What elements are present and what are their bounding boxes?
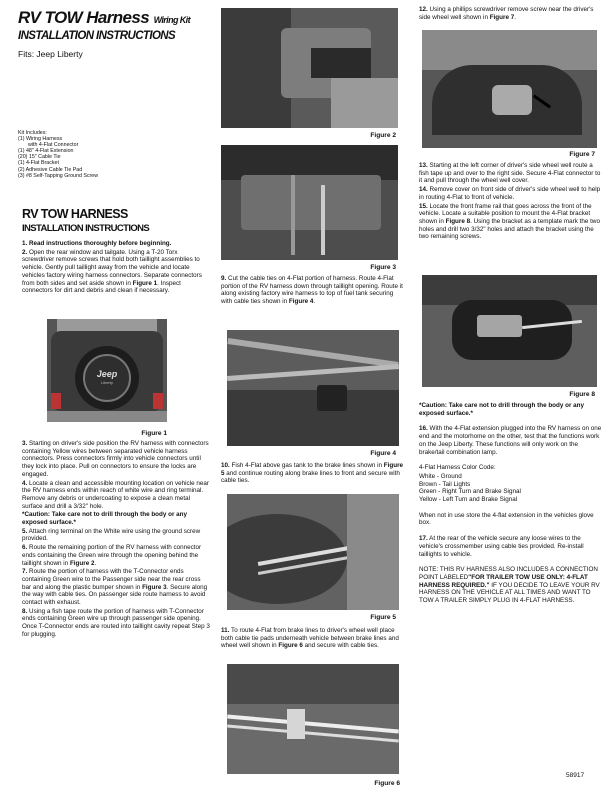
column-1-top [22,240,211,296]
figure-5-caption: Figure 5 [370,614,396,621]
step-3: 3. Starting on driver's side position the RV harness with connectors containing Yellow wires between separated vehicle harness connectors. Press connectors firmly into vehicle connectors until they lock into place. Pull on connectors to ensure the locks are engaged. [22,440,209,478]
figure-3-image [221,145,398,260]
figure-2-image [221,8,398,128]
color-code-item: Yellow - Left Turn and Brake Signal [419,496,518,504]
step-16: 16. With the 4-Flat extension plugged into the RV harness on one end and the motorhome on the other, test that the functions work on the Jeep Liberty. These functions will only work on the brake/tail combination lamp. [419,425,602,456]
brand-sub: Wiring Kit [153,15,190,25]
step-17: 17. At the rear of the vehicle secure any loose wires to the vehicle's crossmember using cable ties provided. Re-install taillights to vehicle. [419,535,584,558]
step-2: 2. Open the rear window and tailgate. Using a T-20 Torx screwdriver remove screws that hold both taillight assemblies to vehicle. Gently pull taillight away from the vehicle and locate vehicles factory wiring harness connectors. Separate connectors from both sides and set aside shown in Figure 1. Inspect connectors for dirt and debris and clean if necessary. [22,248,202,295]
figure-1-caption: Figure 1 [141,430,167,437]
step-13: 13. Starting at the left corner of driver's side wheel well route a fish tape up and over to the right side. Secure 4-Flat connector to it and pull through the wheel well cover. [419,162,601,185]
step-4: 4. Locate a clean and accessible mounting location on vehicle near the RV harness ends within reach of white wire and ring terminal. Remove any debris or undercoating to expose a clean metal surface and drill a 3/32" hole. [22,479,209,510]
color-code-item: Brown - Tail Lights [419,480,471,488]
brand-name: RV TOW Harness [18,8,150,27]
section-subtitle: INSTALLATION INSTRUCTIONS [22,223,150,234]
color-code-title: 4-Flat Harness Color Code: [419,464,496,472]
column-1-bottom [22,440,211,640]
figure-6-caption: Figure 6 [374,780,400,787]
step-6: 6. Route the remaining portion of the RV harness with connector ends containing the Green wire through the opening behind the taillight shown in Figure 2. [22,544,202,567]
jeep-badge-sub: Liberty [100,380,113,385]
step-7: 7. Route the portion of harness with the T-Connector ends containing Green wire to the Passenger side near the rear cross bar and along the plastic bumper shown in Figure 3. Secure along the way with cable ties. On passenger side route harness to avoid contact with exhaust. [22,568,208,607]
step-8: 8. Using a fish tape route the portion of harness with T-Connector ends containing Green wire up through passenger side opening. Once T-Connector ends are routed into taillight cavity repeat Step 3 for plugging. [22,607,210,638]
section-title: RV TOW HARNESS [22,207,128,221]
color-code-item: Green - Right Turn and Brake Signal [419,488,521,496]
kit-item: with 4-Flat Connector [28,142,79,149]
kit-heading: Kit Includes: [18,130,47,136]
kit-item: (1) 48" 4-Flat Extension [18,148,74,155]
figure-5-image [227,494,399,610]
harness-note: NOTE: THIS RV HARNESS ALSO INCLUDES A CONNECTION POINT LABELED"FOR TRAILER TOW USE ONLY: 4-FLAT HARNESS REQUIRED." IF YOU DECIDE TO LEAVE YOUR RV HARNESS ON THE VEHICLE AT ALL TIMES AND WANT TO TOW A TRAILER SIMPLY PLUG IN 4-FLAT HARNESS. [419,566,600,605]
step-11: 11. To route 4-Flat from brake lines to driver's wheel well place both cable tie pads underneath vehicle between brake lines and wheel well shown in Figure 6 and secure with cable ties. [221,627,399,650]
caution-2: *Caution: Take care not to drill through the body or any exposed surface.* [419,402,585,417]
kit-item: (20) 15" Cable Tie [18,154,61,161]
kit-item: (1) Wiring Harness [18,136,63,143]
figure-7-image [422,30,597,148]
step-5: 5. Attach ring terminal on the White wire using the ground screw provided. [22,527,201,543]
step-9: 9. Cut the cable ties on 4-Flat portion of harness. Route 4-Flat portion of the RV harness down through taillight opening. Route it along existing factory wire harness to top of fuel tank securing with cable ties shown in Figure 4. [221,275,403,306]
column-3-bottom [419,402,604,606]
figure-3-caption: Figure 3 [370,264,396,271]
figure-8-caption: Figure 8 [569,391,595,398]
color-code-item: White - Ground [419,472,462,480]
step-15: 15. Locate the front frame rail that goes across the front of the vehicle. Locate a suitable position to mount the 4-Flat bracket shown in Figure 8. Using the bracket as a template mark the two holes and drill two 3/32" holes and attach the bracket using the two remaining screws. [419,202,600,241]
kit-item: (2) Adhesive Cable Tie Pad [18,166,83,173]
step-14: 14. Remove cover on front side of driver's side wheel well to help in routing 4-Flat to front of vehicle. [419,186,601,201]
step-10: 10. Fish 4-Flat above gas tank to the brake lines shown in Figure 5 and continue routing along brake lines to front and secure with cable ties. [221,462,404,485]
figure-2-caption: Figure 2 [370,132,396,139]
store-note: When not in use store the 4-flat extension in the vehicles glove box. [419,511,594,527]
column-3-middle [419,162,604,242]
page-title: INSTALLATION INSTRUCTIONS [18,30,176,42]
figure-1-image [47,319,167,422]
kit-item: (3) #8 Self-Tapping Ground Screw [18,172,99,179]
step-12: 12. Using a phillips screwdriver remove screw near the driver's side wheel well shown in Figure 7. [419,6,594,21]
figure-4-caption: Figure 4 [370,450,396,457]
figure-8-image [422,275,597,387]
caution-1: *Caution: Take care not to drill through the body or any exposed surface.* [22,511,188,527]
jeep-badge: Jeep [96,369,118,379]
figure-7-caption: Figure 7 [569,151,595,158]
step-1: 1. Read instructions thoroughly before beginning. [22,240,172,247]
part-number: 58917 [566,772,585,779]
kit-list [18,130,138,179]
figure-4-image [227,330,399,446]
brand-title [18,8,190,28]
fits-label: Fits: Jeep Liberty [18,49,83,59]
figure-6-image [227,664,399,774]
kit-item: (1) 4-Flat Bracket [18,160,59,167]
